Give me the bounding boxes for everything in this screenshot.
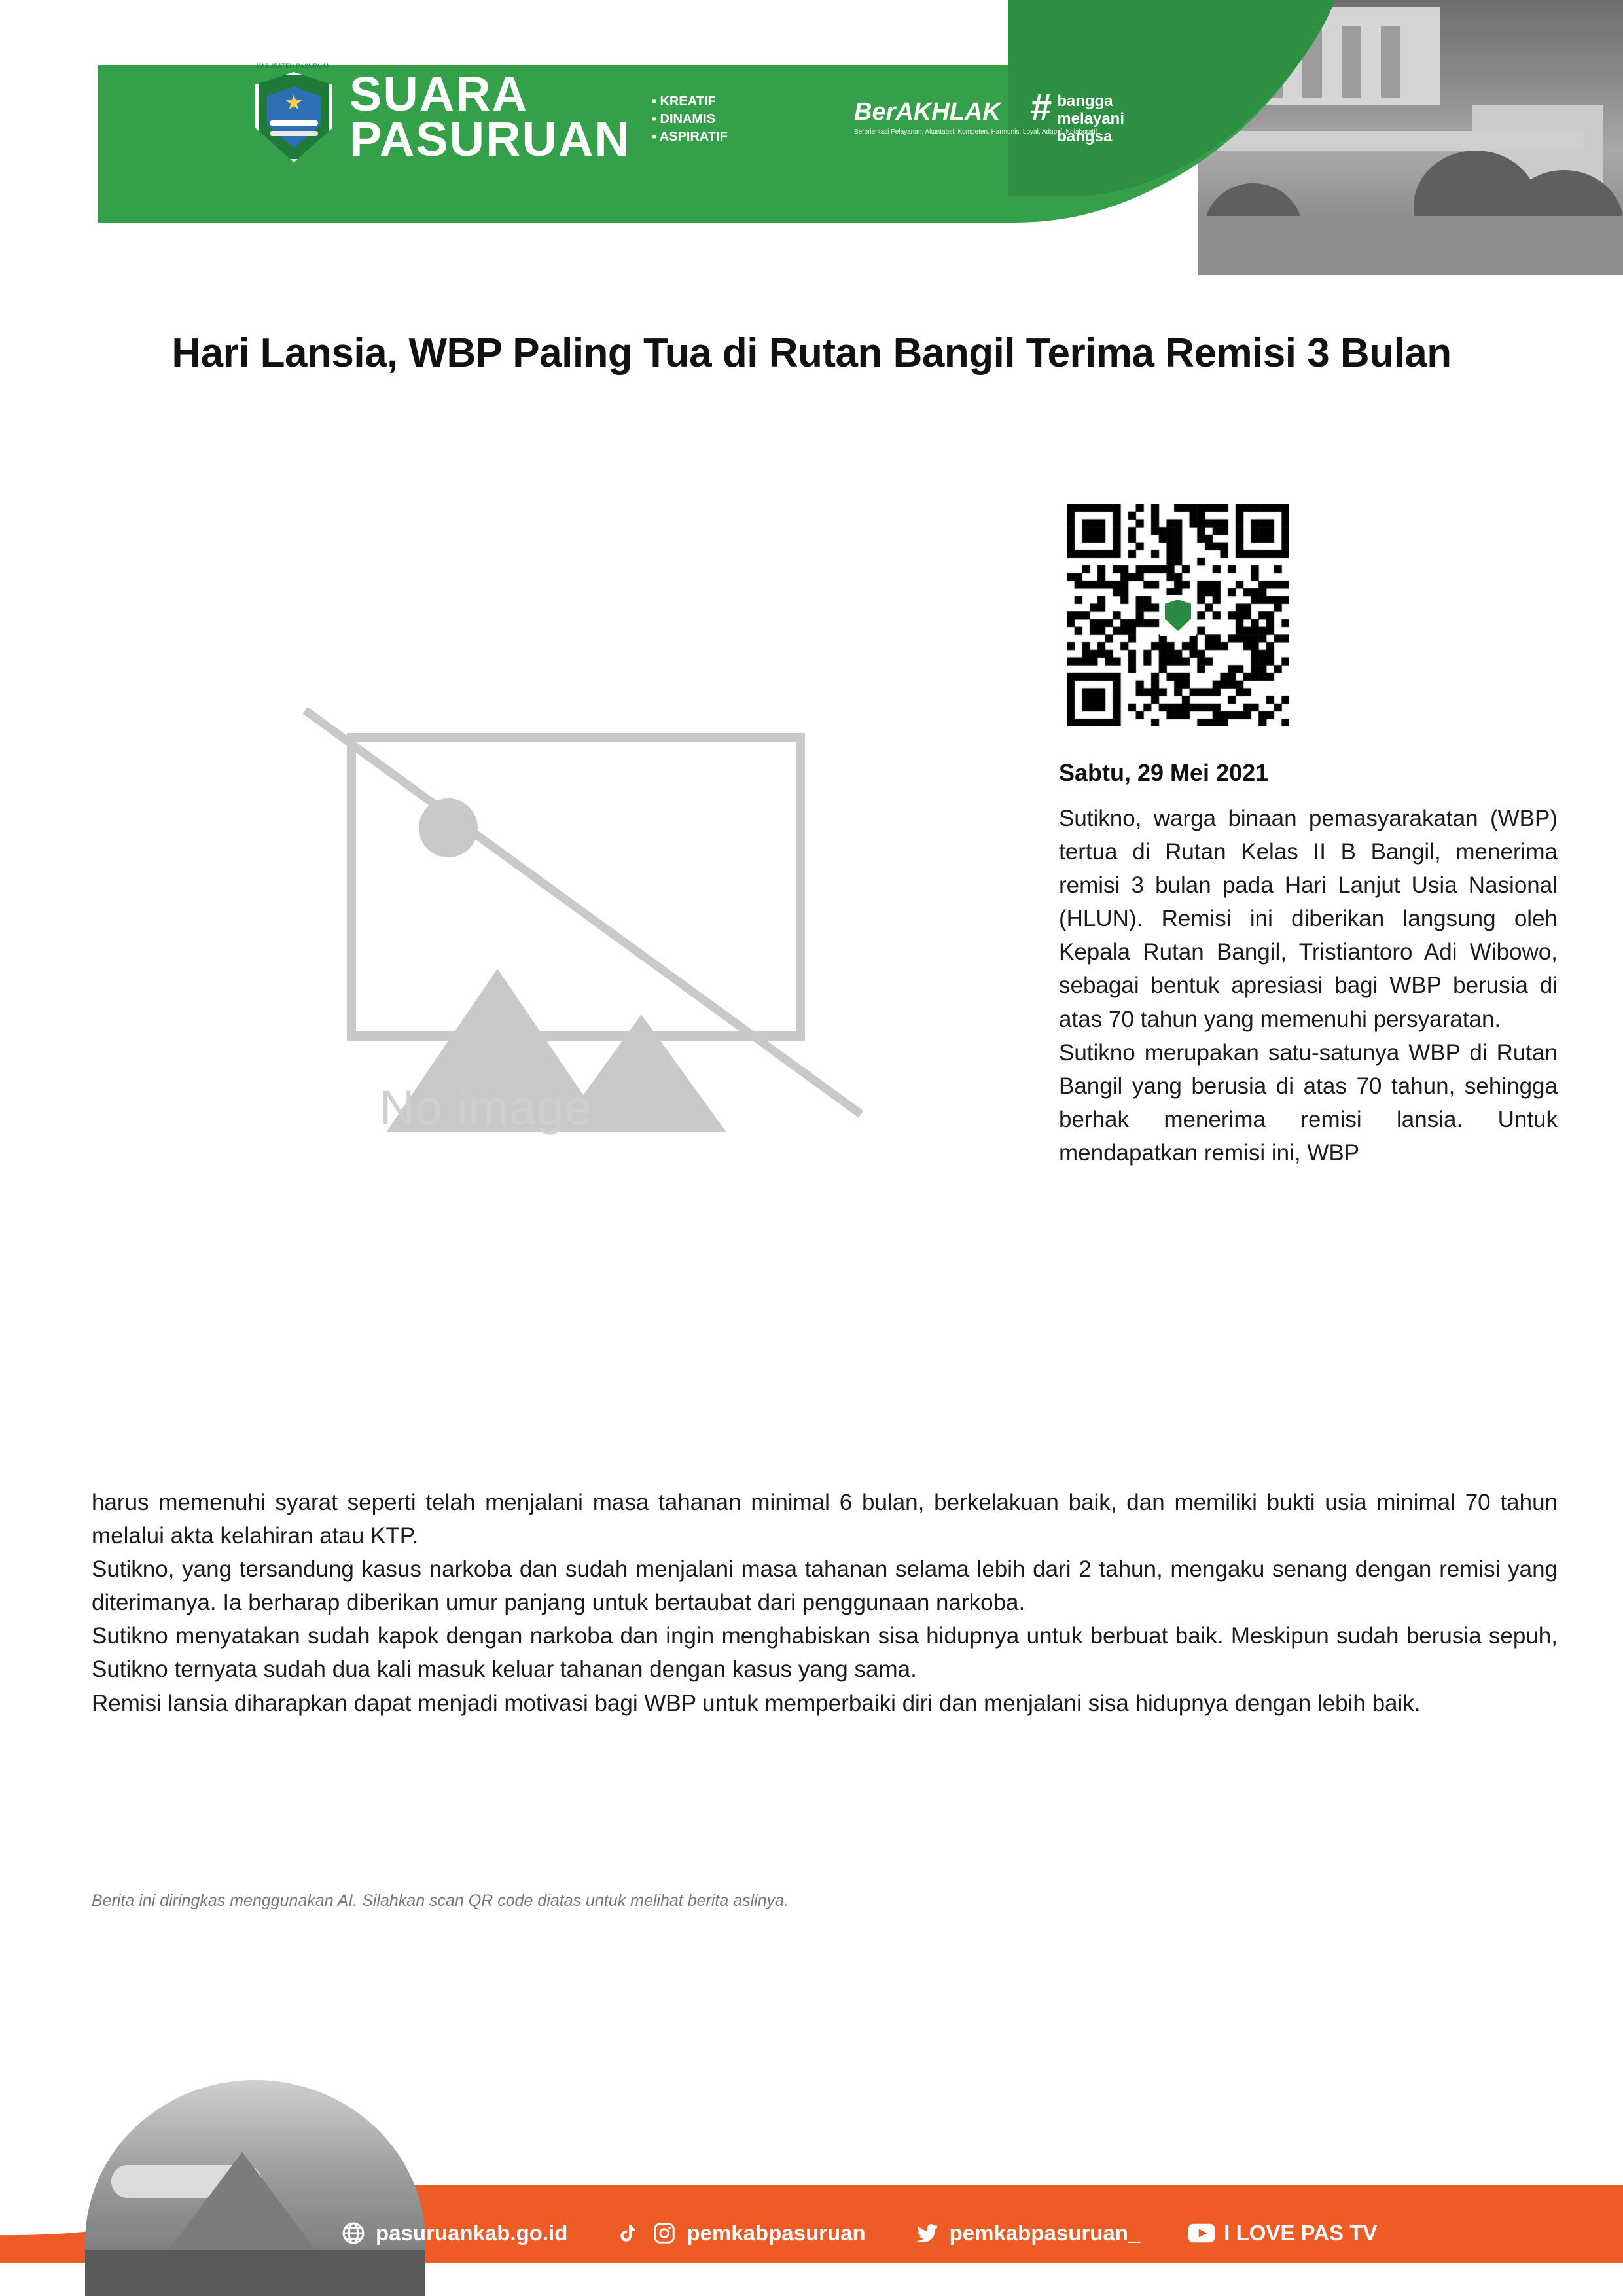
crest-caption: KABUPATEN PASURUAN xyxy=(256,63,332,69)
bangga-line-1: bangga xyxy=(1057,92,1113,110)
footer-social-links xyxy=(340,2220,1377,2246)
qr-center-logo-icon xyxy=(1160,595,1196,636)
footer-youtube[interactable] xyxy=(1188,2220,1377,2246)
article-image-placeholder xyxy=(281,694,975,1217)
article-body xyxy=(92,1486,1558,1720)
bangga-line-3: bangsa xyxy=(1057,127,1113,145)
globe-icon xyxy=(340,2220,366,2246)
article-date: Sabtu, 29 Mei 2021 xyxy=(1059,759,1269,786)
bangga-line-2: melayani xyxy=(1057,109,1124,128)
article-column-right xyxy=(1059,802,1558,1170)
tagline-dinamis: ▪ DINAMIS xyxy=(652,111,728,128)
tagline-kreatif: ▪ KREATIF xyxy=(652,93,728,111)
brand-tagline xyxy=(652,89,728,146)
berakhlak-title: BerAKHLAK xyxy=(854,98,1001,126)
qr-code[interactable] xyxy=(1067,504,1289,726)
footer-youtube-label: I LOVE PAS TV xyxy=(1224,2221,1378,2245)
article-paragraph-1: harus memenuhi syarat seperti telah menjalani masa tahanan minimal 6 bulan, berkelakuan baik, dan memiliki bukti usia minimal 70 tahun melalui akta kelahiran atau KTP. xyxy=(92,1490,1558,1549)
berakhlak-subtitle: Berorientasi Pelayanan, Akuntabel, Kompeten, Harmonis, Loyal, Adaptif, Kolaboratif xyxy=(854,128,1097,135)
article-paragraph-2: Sutikno, yang tersandung kasus narkoba dan sudah menjalani masa tahanan selama lebih dari 2 tahun, mengaku senang dengan remisi yang diterimanya. Ia berharap diberikan umur panjang untuk bertaubat dari penggunaan narkoba. xyxy=(92,1556,1558,1616)
youtube-icon xyxy=(1188,2220,1215,2246)
bangga-melayani-bangsa-logo xyxy=(1031,86,1124,146)
ai-summary-note: Berita ini diringkas menggunakan AI. Silahkan scan QR code diatas untuk melihat berita aslinya. xyxy=(92,1892,789,1910)
article-paragraph-intro: Sutikno, warga binaan pemasyarakatan (WBP) tertua di Rutan Kelas II B Bangil, menerima remisi 3 bulan pada Hari Lanjut Usia Nasional (HLUN). Remisi ini diberikan langsung oleh Kepala Rutan Bangil, Tristiantoro Adi Wibowo, sebagai bentuk apresiasi bagi WBP berusia di atas 70 tahun yang memenuhi persyaratan. xyxy=(1059,806,1558,1032)
brand-line-1: SUARA xyxy=(349,67,529,122)
brand-name xyxy=(349,67,631,166)
tiktok-icon xyxy=(616,2220,642,2246)
brand-line-2: PASURUAN xyxy=(349,112,631,166)
instagram-icon xyxy=(651,2220,677,2246)
footer-twitter-label: pemkabpasuruan_ xyxy=(949,2221,1141,2245)
footer-website-label: pasuruankab.go.id xyxy=(376,2221,568,2245)
footer-instagram-label: pemkabpasuruan xyxy=(687,2221,866,2245)
article-paragraph-4: Remisi lansia diharapkan dapat menjadi motivasi bagi WBP untuk memperbaiki diri dan menjalani sisa hidupnya dengan lebih baik. xyxy=(92,1690,1421,1716)
hash-icon: # xyxy=(1031,86,1052,129)
brand-lockup xyxy=(255,63,728,166)
footer-instagram[interactable] xyxy=(616,2220,865,2246)
footer-website[interactable] xyxy=(340,2220,567,2246)
no-image-slash-icon xyxy=(308,707,870,1100)
page-footer xyxy=(0,2047,1623,2296)
article-paragraph-intro-2: Sutikno merupakan satu-satunya WBP di Rutan Bangil yang berusia di atas 70 tahun, sehingga berhak menerima remisi lansia. Untuk mendapatkan remisi ini, WBP xyxy=(1059,1039,1558,1166)
no-image-label: No image xyxy=(380,1081,592,1135)
twitter-icon xyxy=(914,2220,940,2246)
article-paragraph-3: Sutikno menyatakan sudah kapok dengan narkoba dan ingin menghabiskan sisa hidupnya untuk berbuat baik. Meskipun sudah berusia sepuh, Sutikno ternyata sudah dua kali masuk keluar tahanan dengan kasus yang sama. xyxy=(92,1623,1558,1683)
page-header xyxy=(0,0,1623,275)
footer-photo xyxy=(85,2080,425,2296)
tagline-aspiratif: ▪ ASPIRATIF xyxy=(652,128,728,146)
article-title: Hari Lansia, WBP Paling Tua di Rutan Bangil Terima Remisi 3 Bulan xyxy=(171,331,1452,376)
header-left-white xyxy=(0,0,98,275)
pasuruan-crest-icon xyxy=(255,63,332,162)
footer-twitter[interactable] xyxy=(914,2220,1141,2246)
